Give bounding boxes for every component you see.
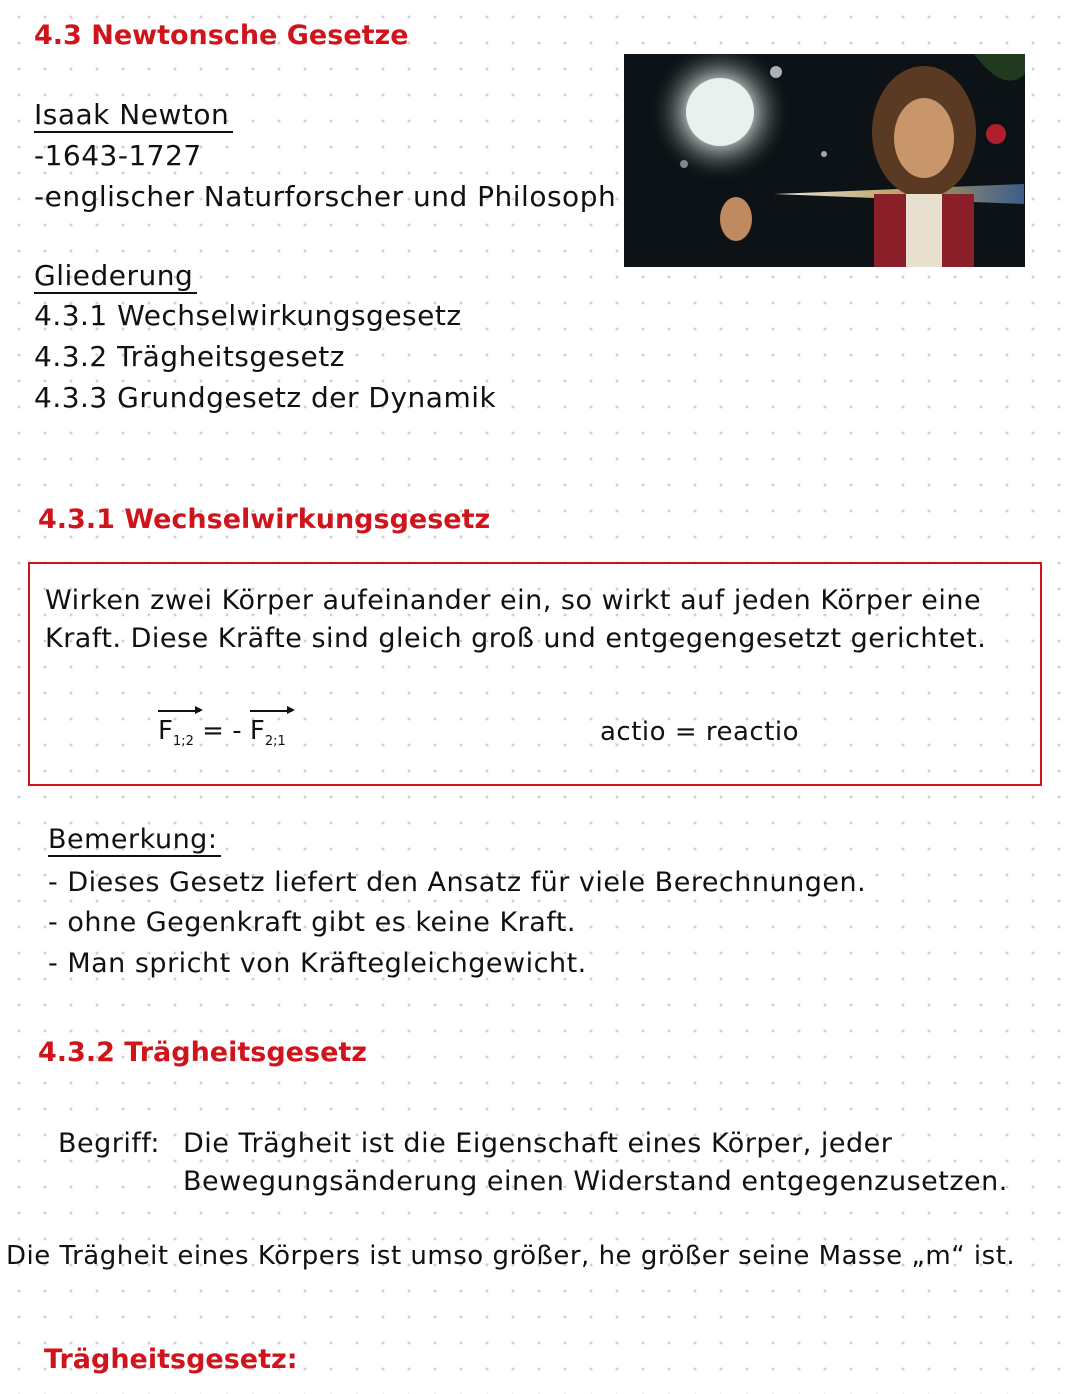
force-symbol: F: [249, 716, 265, 746]
formula-equals-minus: = -: [202, 716, 242, 746]
outline-heading: Gliederung: [34, 259, 197, 294]
remark-heading: Bemerkung:: [48, 824, 221, 857]
term-label: Begriff:: [58, 1128, 161, 1159]
remark-item: - ohne Gegenkraft gibt es keine Kraft.: [48, 907, 576, 938]
remark-item: - Dieses Gesetz liefert den Ansatz für viele Berechnungen.: [48, 867, 867, 898]
force-subscript: 1;2: [172, 734, 194, 750]
page-title: 4.3 Newtonsche Gesetze: [34, 20, 409, 51]
force-vector-f12: [158, 716, 194, 749]
section-heading-interaction-law: 4.3.1 Wechselwirkungsgesetz: [38, 504, 491, 535]
actio-reactio: actio = reactio: [600, 717, 800, 747]
term-definition-line: Die Trägheit ist die Eigenschaft eines Körper, jeder: [183, 1128, 893, 1159]
outline-item: 4.3.1 Wechselwirkungsgesetz: [34, 299, 462, 332]
law-text-line: Wirken zwei Körper aufeinander ein, so wirkt auf jeden Körper eine: [45, 585, 982, 616]
newton-portrait-image: [624, 54, 1025, 267]
outline-item: 4.3.2 Trägheitsgesetz: [34, 340, 345, 373]
force-vector-f21: [250, 716, 286, 749]
remark-item: - Man spricht von Kräftegleichgewicht.: [48, 948, 587, 979]
bio-years: -1643-1727: [34, 139, 202, 172]
inertia-statement: Die Trägheit eines Körpers ist umso größer, he größer seine Masse „m“ ist.: [6, 1241, 1016, 1271]
formula: [158, 716, 286, 749]
force-subscript: 2;1: [264, 734, 286, 750]
newton-portrait-illustration: [624, 54, 1025, 267]
outline-item: 4.3.3 Grundgesetz der Dynamik: [34, 381, 497, 414]
bio-description: -englischer Naturforscher und Philosoph: [34, 180, 617, 213]
law-text-line: Kraft. Diese Kräfte sind gleich groß und entgegengesetzt gerichtet.: [45, 623, 987, 654]
force-symbol: F: [158, 716, 173, 746]
section-heading-inertia-law: 4.3.2 Trägheitsgesetz: [38, 1037, 367, 1068]
inertia-law-heading: Trägheitsgesetz:: [44, 1344, 298, 1375]
bio-name: Isaak Newton: [34, 98, 233, 133]
term-definition-line: Bewegungsänderung einen Widerstand entgegenzusetzen.: [183, 1166, 1008, 1197]
